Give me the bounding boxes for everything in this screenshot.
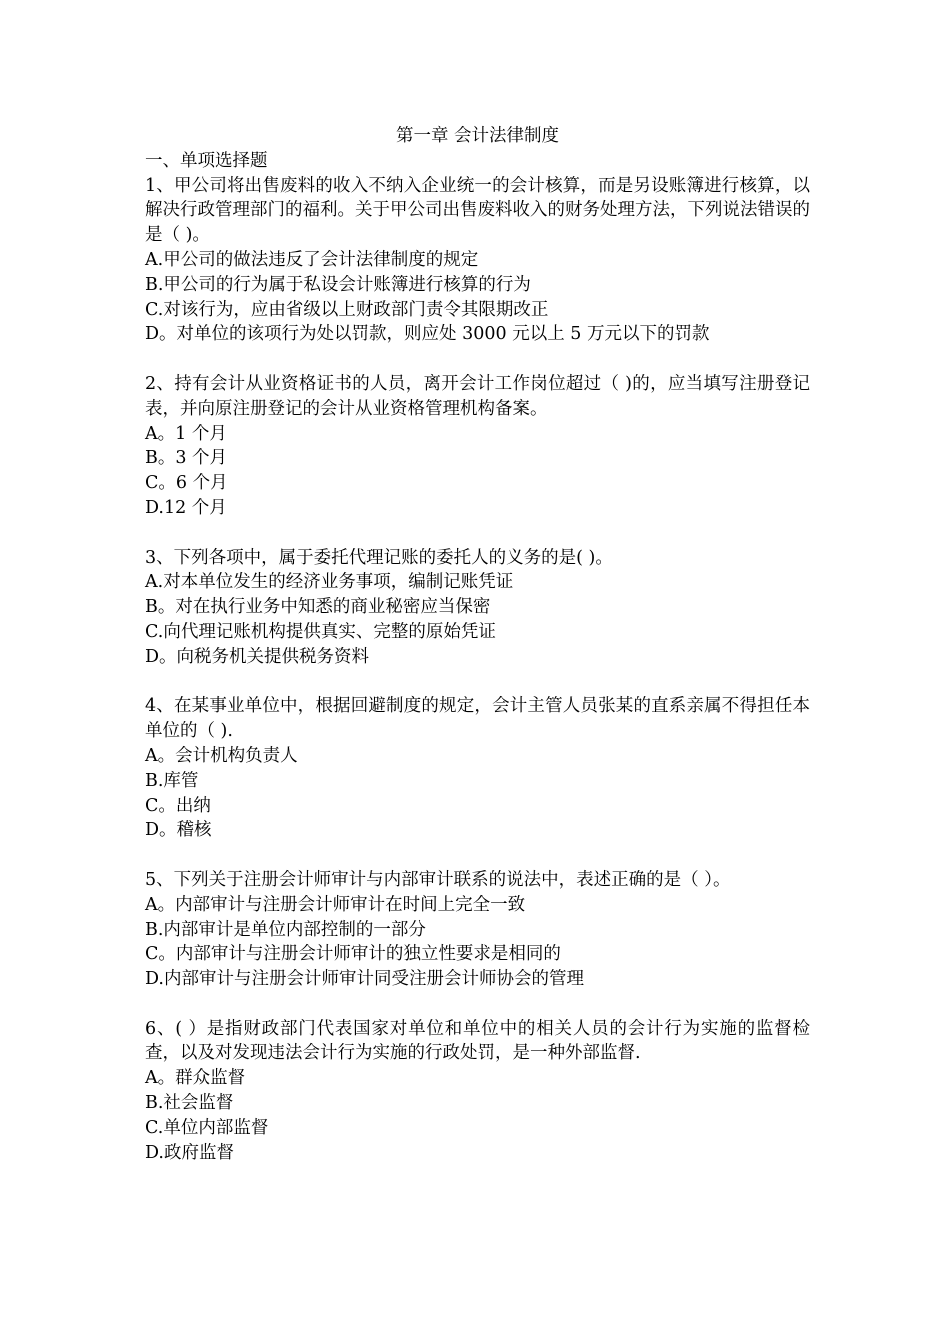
option-c: C。出纳 <box>145 795 211 816</box>
option-d: D.内部审计与注册会计师审计同受注册会计师协会的管理 <box>145 969 584 990</box>
question-stem: 3、下列各项中，属于委托代理记账的委托人的义务的是( )。 <box>145 547 613 568</box>
option-d: D。稽核 <box>145 820 212 841</box>
question-5 <box>145 868 810 992</box>
option-a: A。1 个月 <box>145 423 227 444</box>
question-stem: 5、下列关于注册会计师审计与内部审计联系的说法中，表述正确的是（ ）。 <box>145 869 731 890</box>
document-page <box>145 124 810 1190</box>
question-3 <box>145 546 810 670</box>
question-stem: 6、( ）是指财政部门代表国家对单位和单位中的相关人员的会计行为实施的监督检查，以及对发现违法会计行为实施的行政处罚，是一种外部监督. <box>145 1018 810 1064</box>
option-b: B.社会监督 <box>145 1093 234 1114</box>
section-heading: 一、单项选择题 <box>145 150 268 171</box>
question-1 <box>145 174 810 348</box>
option-c: C。6 个月 <box>145 473 228 494</box>
option-a: A.甲公司的做法违反了会计法律制度的规定 <box>145 249 479 270</box>
option-b: B.库管 <box>145 770 199 791</box>
option-a: A。会计机构负责人 <box>145 745 298 766</box>
option-c: C.对该行为，应由省级以上财政部门责令其限期改正 <box>145 299 549 320</box>
option-a: A。群众监督 <box>145 1068 246 1089</box>
option-c: C.向代理记账机构提供真实、完整的原始凭证 <box>145 621 496 642</box>
question-stem: 1、甲公司将出售废料的收入不纳入企业统一的会计核算，而是另设账簿进行核算，以解决行政管理部门的福利。关于甲公司出售废料收入的财务处理方法，下列说法错误的是（ )。 <box>145 175 810 246</box>
question-2 <box>145 372 810 521</box>
option-d: D.12 个月 <box>145 497 227 518</box>
option-b: B。对在执行业务中知悉的商业秘密应当保密 <box>145 597 491 618</box>
option-b: B。3 个月 <box>145 448 228 469</box>
question-stem: 2、持有会计从业资格证书的人员，离开会计工作岗位超过（ )的，应当填写注册登记表，并向原注册登记的会计从业资格管理机构备案。 <box>145 373 810 419</box>
chapter-title: 第一章 会计法律制度 <box>395 126 560 146</box>
question-stem: 4、在某事业单位中，根据回避制度的规定，会计主管人员张某的直系亲属不得担任本单位的（ ). <box>145 696 810 742</box>
question-6 <box>145 1017 810 1166</box>
option-a: A。内部审计与注册会计师审计在时间上完全一致 <box>145 894 526 915</box>
option-b: B.内部审计是单位内部控制的一部分 <box>145 919 426 940</box>
option-d: D.政府监督 <box>145 1142 234 1163</box>
option-c: C。内部审计与注册会计师审计的独立性要求是相同的 <box>145 944 561 965</box>
question-4 <box>145 694 810 843</box>
option-d: D。对单位的该项行为处以罚款，则应处 3000 元以上 5 万元以下的罚款 <box>145 324 710 345</box>
option-d: D。向税务机关提供税务资料 <box>145 646 370 667</box>
option-c: C.单位内部监督 <box>145 1117 269 1138</box>
option-b: B.甲公司的行为属于私设会计账簿进行核算的行为 <box>145 274 531 295</box>
option-a: A.对本单位发生的经济业务事项，编制记账凭证 <box>145 572 514 593</box>
